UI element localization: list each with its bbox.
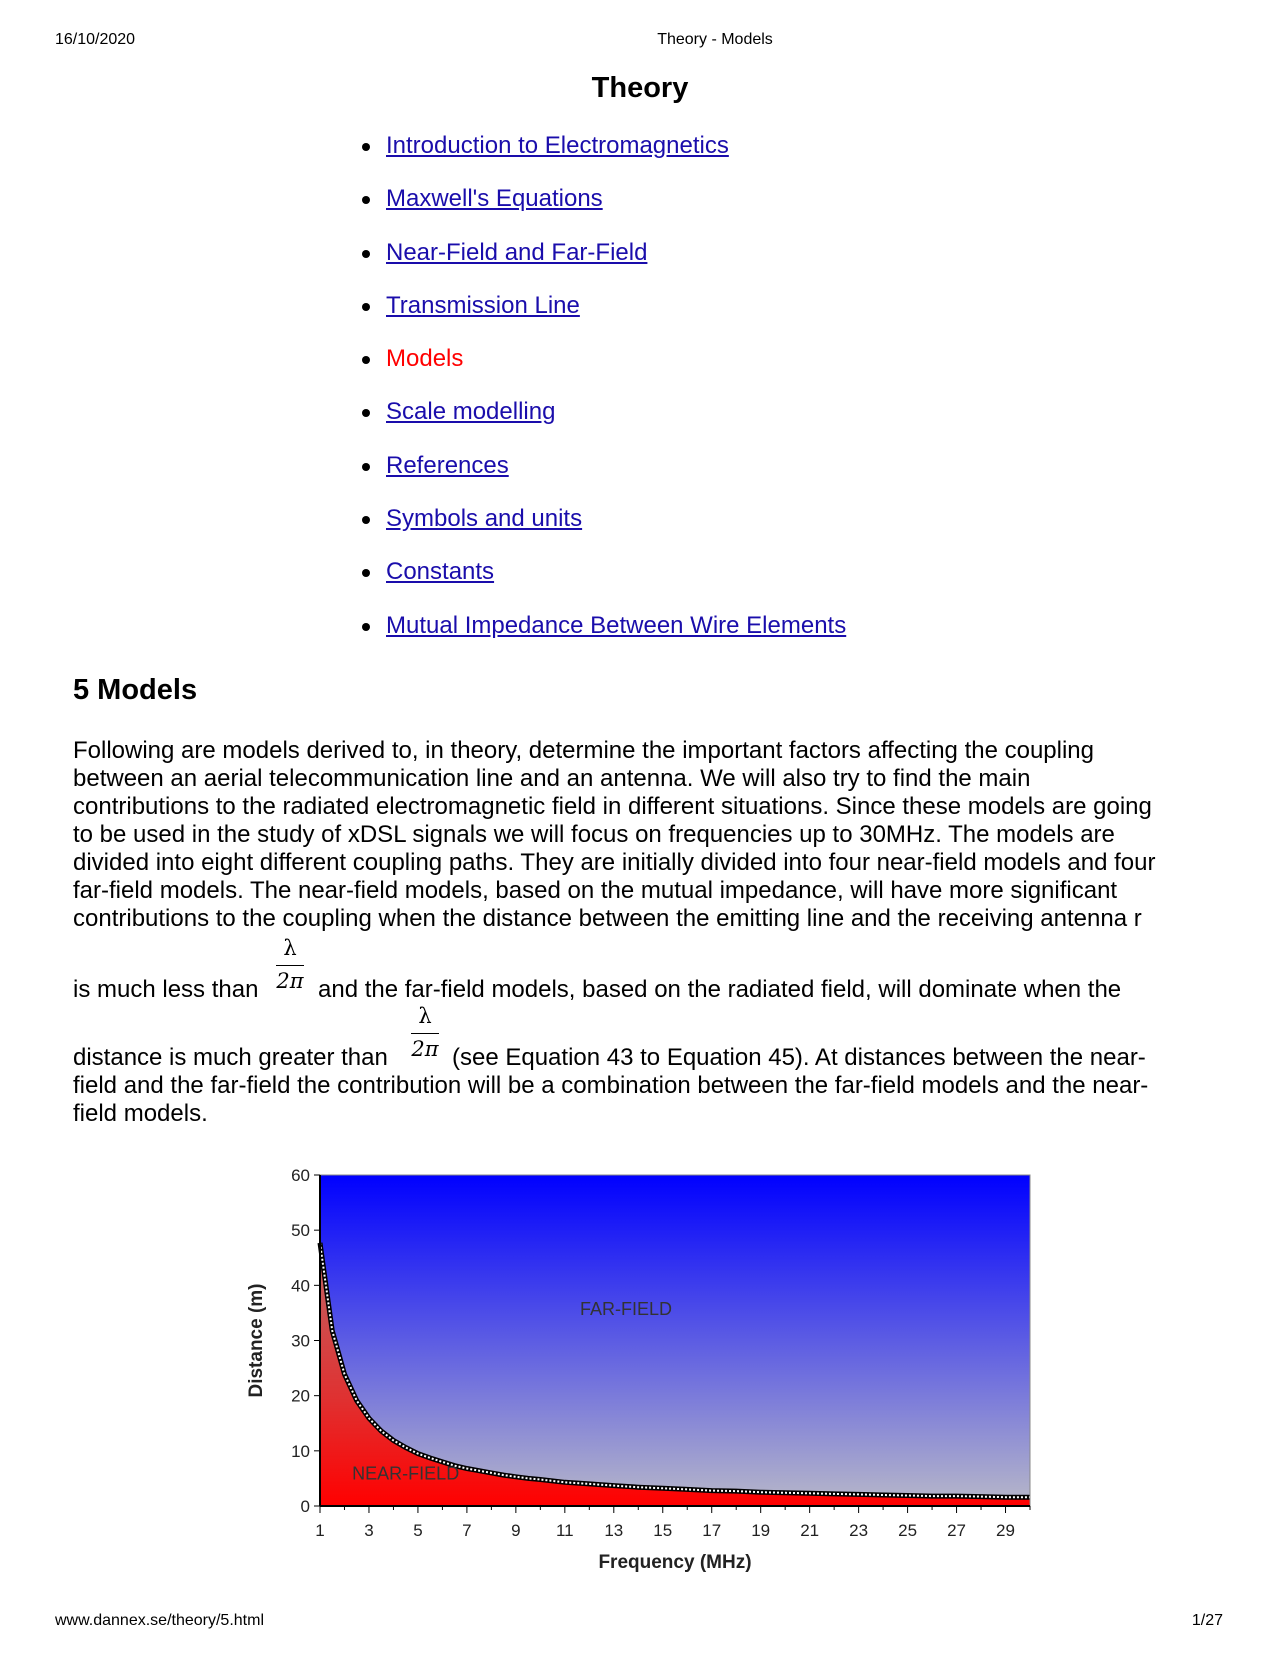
footer-page-number: 1/27	[1191, 1612, 1223, 1629]
near-field-label: NEAR-FIELD	[352, 1463, 460, 1484]
y-tick-label: 30	[291, 1331, 310, 1351]
fraction-denominator: 2π	[276, 969, 304, 993]
paragraph-line: contributions to the coupling when the distance between the emitting line and the receiving antenna r	[73, 905, 1142, 932]
y-tick-label: 20	[291, 1386, 310, 1406]
fraction-lambda-over-2pi	[270, 934, 310, 993]
y-tick-label: 50	[291, 1221, 310, 1241]
paragraph-line: between an aerial telecommunication line and an antenna. We will also try to find the main	[73, 765, 1031, 792]
paragraph-line: Following are models derived to, in theory, determine the important factors affecting the coupling	[73, 737, 1094, 764]
fraction-bar	[276, 965, 304, 966]
y-tick-label: 0	[300, 1497, 310, 1516]
fraction-denominator: 2π	[411, 1037, 439, 1061]
near-far-field-chart	[240, 1165, 1040, 1585]
y-tick-label: 60	[291, 1166, 310, 1185]
paragraph-line	[318, 976, 1218, 1004]
paragraph-block	[73, 737, 1223, 933]
toc-link-constants[interactable]: Constants	[386, 558, 495, 586]
paragraph-line: divided into eight different coupling paths. They are initially divided into four near-field models and four	[73, 849, 1156, 876]
toc-link-mutual-impedance[interactable]: Mutual Impedance Between Wire Elements	[386, 611, 847, 639]
y-axis-title: Distance (m)	[246, 1283, 267, 1398]
x-tick-label: 9	[511, 1521, 521, 1540]
footer-url: www.dannex.se/theory/5.html	[55, 1612, 264, 1629]
fraction-numerator: λ	[283, 936, 297, 960]
toc-link-introduction[interactable]: Introduction to Electromagnetics	[386, 132, 729, 159]
x-tick-label: 21	[800, 1521, 820, 1540]
y-tick-label: 10	[291, 1441, 310, 1461]
x-tick-label: 15	[653, 1521, 673, 1540]
x-tick-label: 1	[315, 1521, 325, 1540]
toc-link-scale-modelling[interactable]: Scale modelling	[386, 398, 556, 426]
fraction-numerator: λ	[418, 1004, 432, 1028]
header-title: Theory - Models	[657, 31, 773, 48]
far-field-label: FAR-FIELD	[580, 1299, 673, 1320]
header-date: 16/10/2020	[55, 31, 136, 48]
paragraph-text: (see Equation 43 to Equation 45). At distances between the near-	[452, 1044, 1146, 1071]
toc-link-transmission-line[interactable]: Transmission Line	[386, 291, 580, 319]
x-tick-label: 17	[702, 1521, 722, 1540]
paragraph-line: field models.	[73, 1100, 208, 1127]
toc-current-models: Models	[386, 345, 464, 373]
x-tick-label: 29	[996, 1521, 1015, 1540]
x-tick-label: 23	[849, 1521, 869, 1540]
paragraph-line: to be used in the study of xDSL signals we will focus on frequencies up to 30MHz. The models are	[73, 821, 1115, 848]
x-tick-label: 3	[364, 1521, 374, 1540]
x-tick-label: 27	[947, 1521, 967, 1540]
section-heading: 5 Models	[73, 674, 198, 706]
x-tick-label: 5	[413, 1521, 423, 1540]
paragraph-text: is much less than	[73, 976, 259, 1003]
y-tick-label: 40	[291, 1276, 310, 1296]
paragraph-line: contributions to the radiated electromagnetic field in different situations. Since these models are going	[73, 793, 1152, 820]
paragraph-line: far-field models. The near-field models, based on the mutual impedance, will have more significant	[73, 877, 1118, 904]
toc-link-symbols-units[interactable]: Symbols and units	[386, 505, 583, 533]
toc-link-near-far-field[interactable]: Near-Field and Far-Field	[386, 238, 648, 266]
paragraph-text: distance is much greater than	[73, 1044, 388, 1071]
x-tick-label: 7	[462, 1521, 472, 1540]
paragraph-text: and the far-field models, based on the radiated field, will dominate when the	[318, 976, 1122, 1003]
x-tick-label: 13	[604, 1521, 624, 1540]
page-title: Theory	[591, 72, 689, 104]
x-tick-label: 19	[751, 1521, 771, 1540]
toc-link-references[interactable]: References	[386, 451, 509, 479]
x-axis-title: Frequency (MHz)	[598, 1552, 752, 1573]
toc-link-maxwell[interactable]: Maxwell's Equations	[386, 185, 603, 213]
x-tick-label: 11	[555, 1521, 574, 1540]
paragraph-line: field and the far-field the contribution will be a combination between the far-field models and the near-	[73, 1072, 1149, 1099]
fraction-lambda-over-2pi	[405, 1002, 445, 1061]
fraction-bar	[411, 1033, 439, 1034]
x-tick-label: 25	[898, 1521, 918, 1540]
paragraph-line	[452, 1044, 1232, 1072]
